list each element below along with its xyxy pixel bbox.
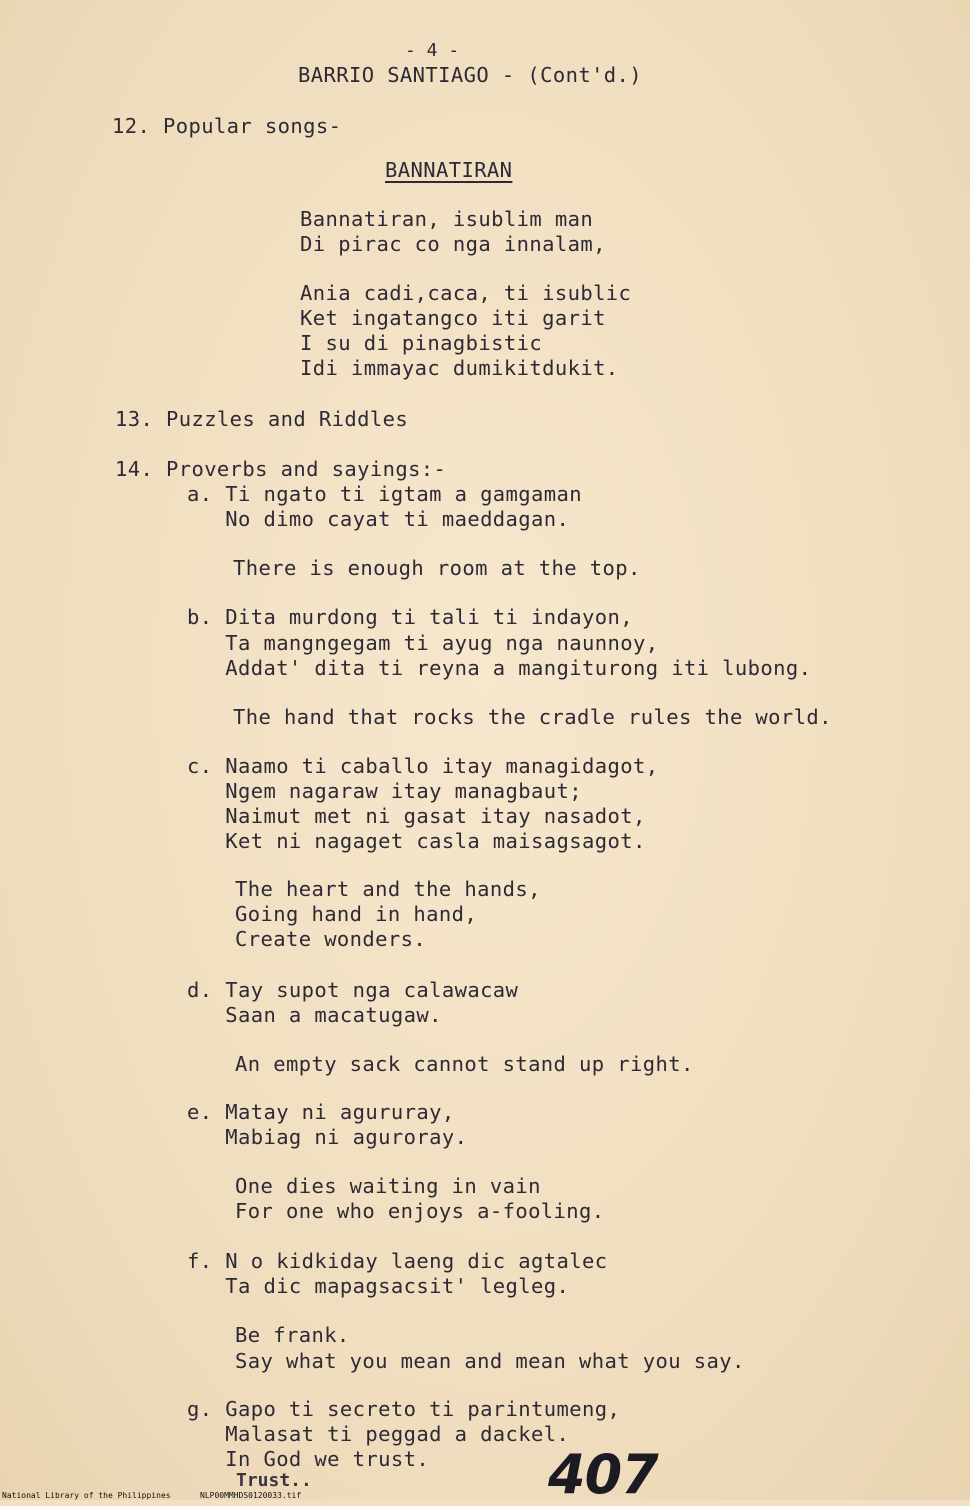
proverb-line: d. Tay supot nga calawacaw [187, 978, 519, 1002]
proverb-line: g. Gapo ti secreto ti parintumeng, [187, 1397, 621, 1421]
song-title: BANNATIRAN [385, 158, 513, 182]
proverb-translation: The hand that rocks the cradle rules the world. [233, 705, 832, 729]
proverb-translation: There is enough room at the top. [233, 556, 641, 580]
proverb-line: b. Dita murdong ti tali ti indayon, [187, 605, 633, 629]
page-title: BARRIO SANTIAGO - (Cont'd.) [298, 63, 643, 87]
song-line: Di pirac co nga innalam, [300, 232, 606, 256]
proverb-translation: Create wonders. [235, 927, 427, 951]
proverb-line: Ket ni nagaget casla maisagsagot. [187, 829, 646, 853]
proverb-line: Saan a macatugaw. [187, 1003, 442, 1027]
proverb-translation: Be frank. [235, 1323, 350, 1347]
proverb-line: No dimo cayat ti maeddagan. [187, 507, 570, 531]
proverb-line: Mabiag ni aguroray. [187, 1125, 468, 1149]
song-line: Idi immayac dumikitdukit. [300, 356, 619, 380]
proverb-translation: The heart and the hands, [235, 877, 541, 901]
proverb-translation: Say what you mean and mean what you say. [235, 1349, 745, 1373]
song-line: I su di pinagbistic [300, 331, 543, 355]
proverb-line: e. Matay ni agururay, [187, 1100, 455, 1124]
proverb-line: Addat' dita ti reyna a mangiturong iti lubong. [187, 656, 812, 680]
proverb-line: Ta mangngegam ti ayug nga naunnoy, [187, 631, 659, 655]
proverb-translation: One dies waiting in vain [235, 1174, 541, 1198]
proverb-translation: For one who enjoys a-fooling. [235, 1199, 605, 1223]
page-stamp-number: 407 [548, 1443, 658, 1506]
song-line: Bannatiran, isublim man [300, 207, 594, 231]
proverb-line: c. Naamo ti caballo itay managidagot, [187, 754, 659, 778]
page-number: - 4 - [405, 40, 460, 61]
proverb-line: Naimut met ni gasat itay nasadot, [187, 804, 646, 828]
proverb-line: a. Ti ngato ti igtam a gamgaman [187, 482, 583, 506]
proverb-translation: An empty sack cannot stand up right. [235, 1052, 694, 1076]
proverb-translation: Going hand in hand, [235, 902, 478, 926]
proverb-line: In God we trust. [187, 1447, 430, 1471]
section-14-heading: 14. Proverbs and sayings:- [115, 457, 447, 481]
proverb-line: Ta dic mapagsacsit' legleg. [187, 1274, 570, 1298]
proverb-line: Ngem nagaraw itay managbaut; [187, 779, 583, 803]
song-line: Ania cadi,caca, ti isublic [300, 281, 632, 305]
proverb-line: f. N o kidkiday laeng dic agtalec [187, 1249, 608, 1273]
footer-file-name: NLP00MMHDS0120033.tif [200, 1491, 302, 1500]
section-13-heading: 13. Puzzles and Riddles [115, 407, 409, 431]
proverb-line: Malasat ti peggad a dackel. [187, 1422, 570, 1446]
footer-library-name: National Library of the Philippines [2, 1491, 171, 1500]
song-line: Ket ingatangco iti garit [300, 306, 606, 330]
overstruck-text: Trust.. [236, 1470, 312, 1491]
section-12-heading: 12. Popular songs- [112, 114, 342, 138]
